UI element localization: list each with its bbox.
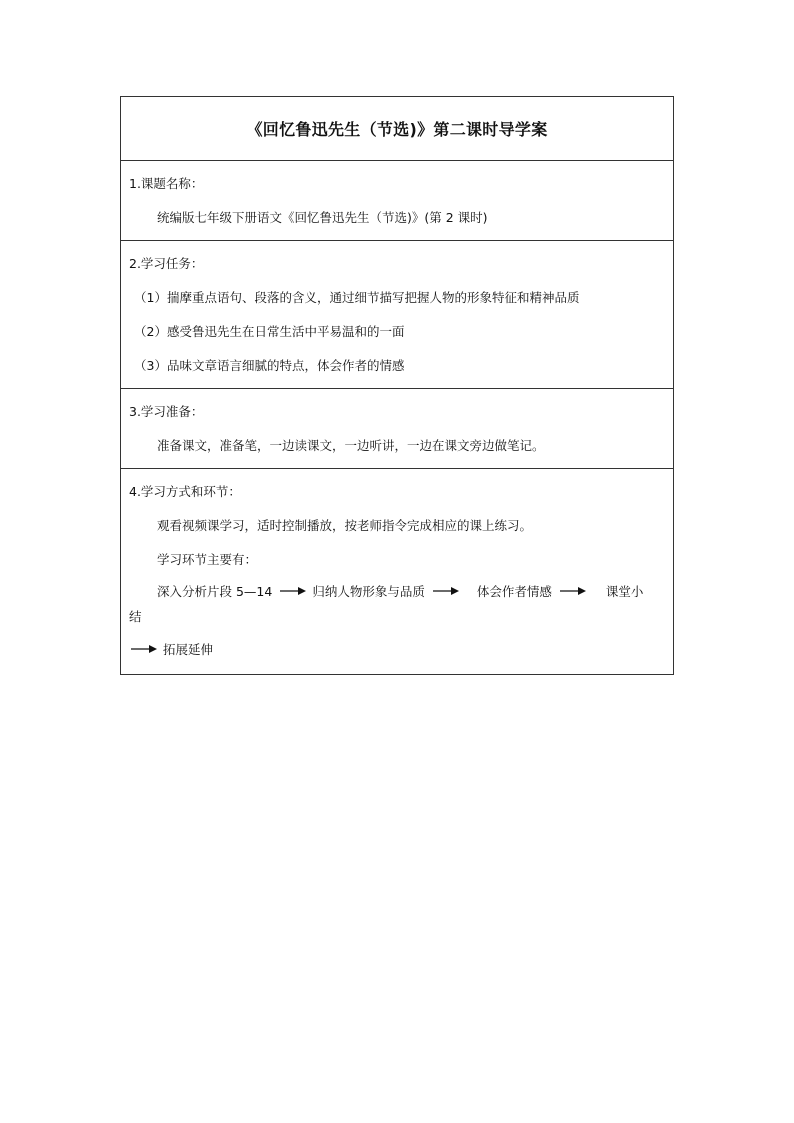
steps-flow [157, 582, 665, 600]
lesson-plan-table [120, 96, 674, 675]
step-item: 体会作者情感 [476, 584, 552, 599]
section-tasks [121, 240, 673, 388]
step-item: 课堂小 [605, 584, 644, 599]
topic-heading: 1.课题名称： [129, 176, 204, 191]
right-arrow-icon [433, 586, 459, 596]
preparation-heading: 3.学习准备： [129, 404, 204, 419]
method-heading: 4.学习方式和环节： [129, 484, 241, 499]
topic-content: 统编版七年级下册语文《回忆鲁迅先生（节选)》(第 2 课时) [157, 210, 488, 225]
step-item: 归纳人物形象与品质 [312, 584, 425, 599]
right-arrow-icon [131, 644, 157, 654]
right-arrow-icon [280, 586, 306, 596]
right-arrow-icon [560, 586, 586, 596]
tasks-heading: 2.学习任务： [129, 256, 204, 271]
step-item: 深入分析片段 5—14 [157, 584, 273, 599]
method-content: 观看视频课学习，适时控制播放，按老师指令完成相应的课上练习。 [157, 518, 533, 533]
section-preparation [121, 388, 673, 468]
step-item: 结 [129, 609, 142, 624]
task-item: （3）品味文章语言细腻的特点，体会作者的情感 [134, 358, 405, 373]
steps-intro: 学习环节主要有： [157, 552, 258, 567]
steps-flow-continued [131, 640, 665, 658]
section-topic [121, 160, 673, 240]
task-item: （2）感受鲁迅先生在日常生活中平易温和的一面 [134, 324, 405, 339]
step-item: 拓展延伸 [163, 642, 214, 657]
section-method [121, 468, 673, 674]
task-item: （1）揣摩重点语句、段落的含义，通过细节描写把握人物的形象特征和精神品质 [134, 290, 580, 305]
document-title: 《回忆鲁迅先生（节选)》第二课时导学案 [246, 120, 548, 139]
title-row [121, 97, 673, 160]
preparation-content: 准备课文，准备笔，一边读课文，一边听讲，一边在课文旁边做笔记。 [157, 438, 545, 453]
